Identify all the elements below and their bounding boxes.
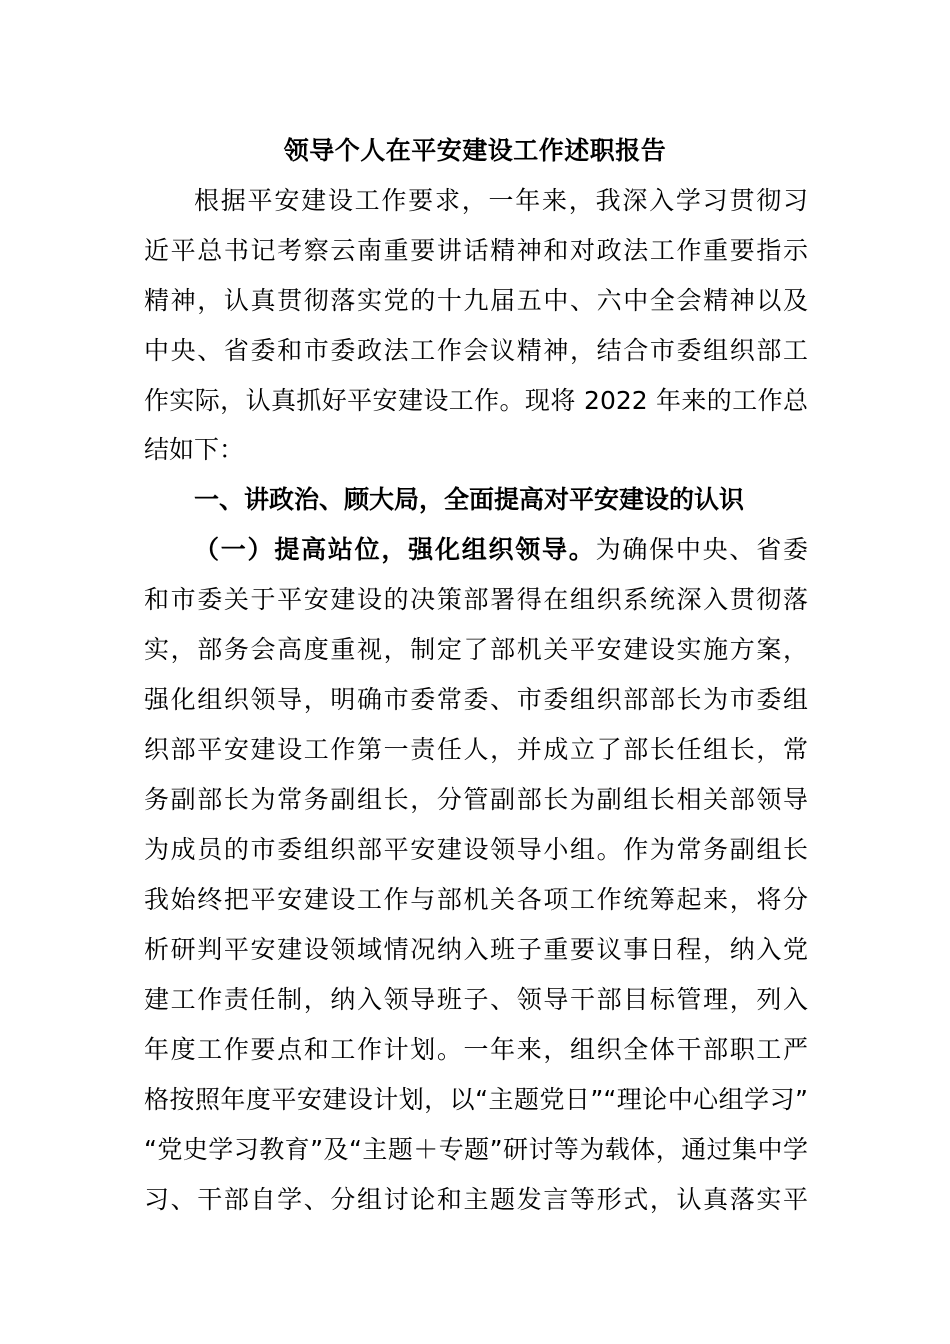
body-line-9: 建工作责任制，纳入领导班子、领导干部目标管理，列入 <box>144 985 808 1014</box>
section-heading-1: 一、讲政治、顾大局，全面提高对平安建设的认识 <box>194 485 745 514</box>
intro-line-3: 精神，认真贯彻落实党的十九届五中、六中全会精神以及 <box>144 286 808 315</box>
intro-line-6: 结如下： <box>144 435 245 464</box>
body-line-2: 实，部务会高度重视，制定了部机关平安建设实施方案， <box>144 635 808 664</box>
body-line-6: 为成员的市委组织部平安建设领导小组。作为常务副组长 <box>144 835 808 864</box>
body-line-7: 我始终把平安建设工作与部机关各项工作统筹起来，将分 <box>144 885 808 914</box>
intro-line-1: 根据平安建设工作要求，一年来，我深入学习贯彻习 <box>194 186 808 215</box>
body-line-1: 和市委关于平安建设的决策部署得在组织系统深入贯彻落 <box>144 585 808 614</box>
body-line-3: 强化组织领导，明确市委常委、市委组织部部长为市委组 <box>144 685 808 714</box>
body-line-12: “党史学习教育”及“主题＋专题”研讨等为载体，通过集中学 <box>144 1135 808 1164</box>
subsection-first-line <box>194 530 808 570</box>
intro-line-5: 作实际，认真抓好平安建设工作。现将 2022 年来的工作总 <box>144 386 808 415</box>
body-line-11: 格按照年度平安建设计划，以“主题党日”“理论中心组学习” <box>144 1085 808 1114</box>
body-line-13: 习、干部自学、分组讨论和主题发言等形式，认真落实平 <box>144 1185 808 1214</box>
body-line-5: 务副部长为常务副组长，分管副部长为副组长相关部领导 <box>144 785 808 814</box>
document-title: 领导个人在平安建设工作述职报告 <box>283 136 667 165</box>
body-line-8: 析研判平安建设领域情况纳入班子重要议事日程，纳入党 <box>144 935 808 964</box>
subsection-heading: （一）提高站位，强化组织领导。 <box>194 535 596 564</box>
intro-line-4: 中央、省委和市委政法工作会议精神，结合市委组织部工 <box>144 336 808 365</box>
body-line-10: 年度工作要点和工作计划。一年来，组织全体干部职工严 <box>144 1035 808 1064</box>
subsection-first-line-rest: 为确保中央、省委 <box>595 535 808 564</box>
body-line-4: 织部平安建设工作第一责任人，并成立了部长任组长，常 <box>144 735 808 764</box>
intro-line-2: 近平总书记考察云南重要讲话精神和对政法工作重要指示 <box>144 236 808 265</box>
